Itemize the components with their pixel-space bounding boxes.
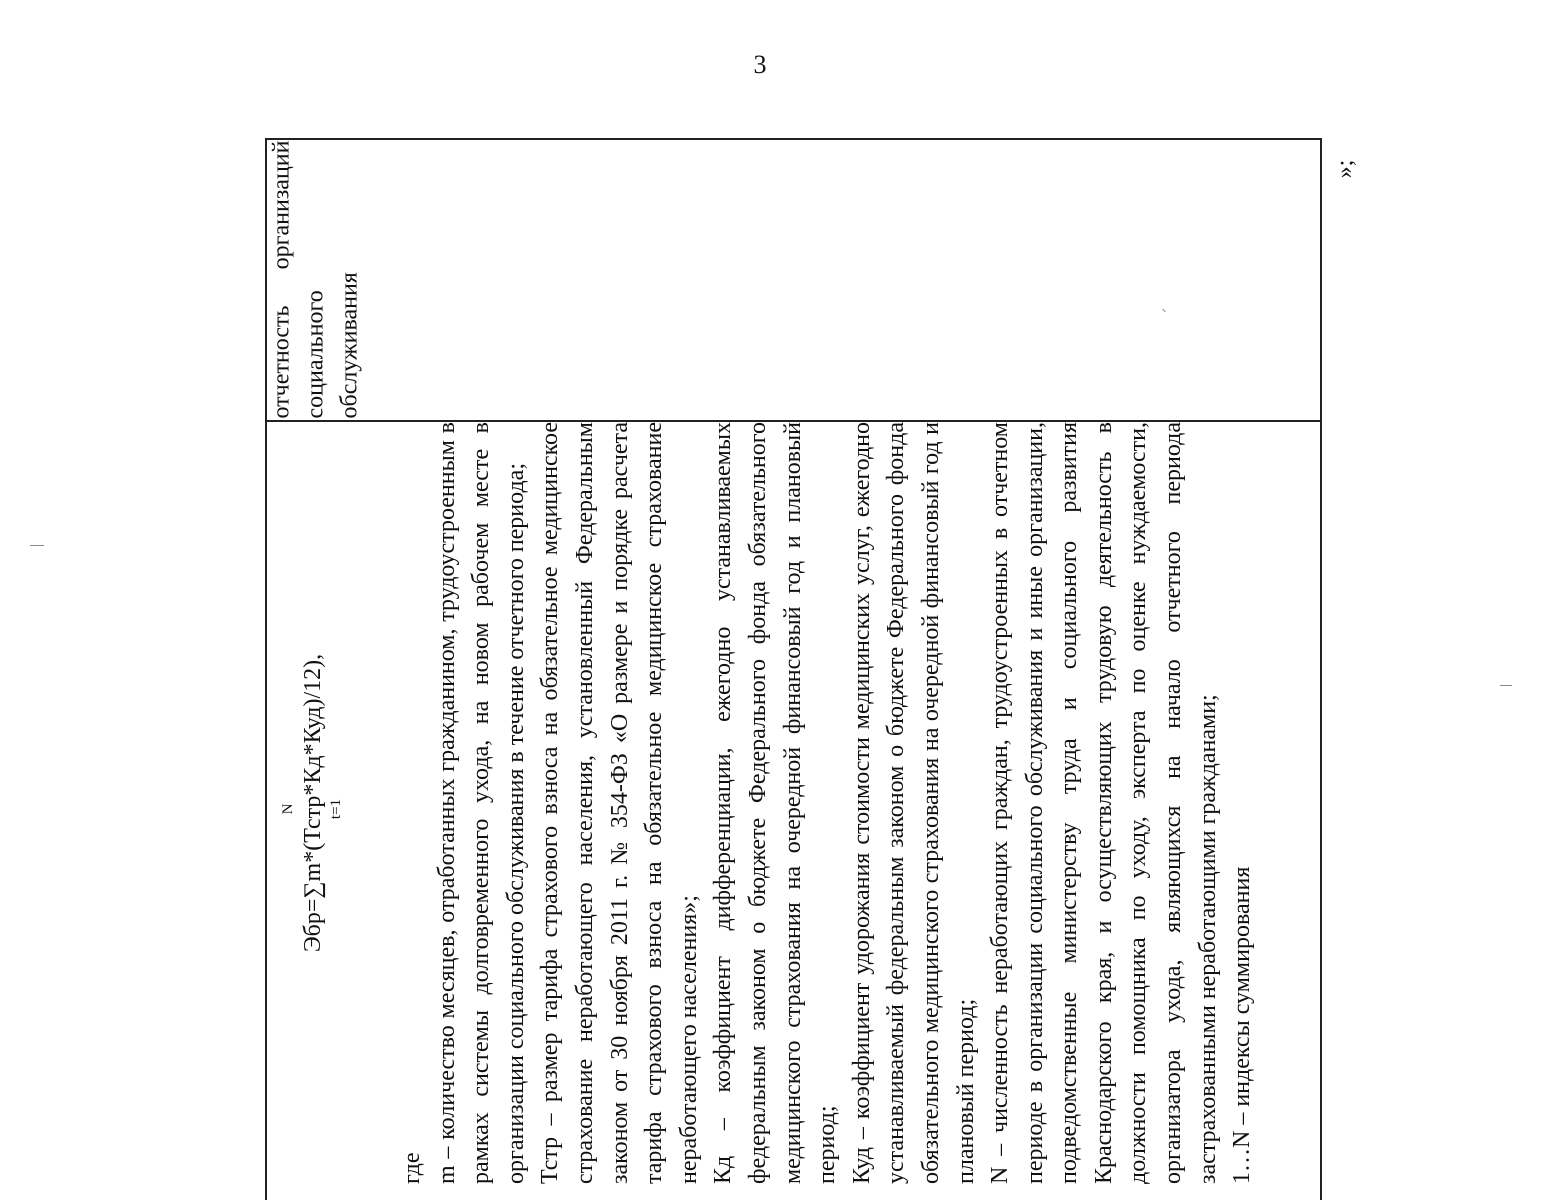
definition-kd: Кд – коэффициент дифференциации, ежегодно устанавливаемых федеральным законом о бюджете Федерального фонда обязательного медицинского страхования на очередной финансовый год и плановый период; [710,422,841,1184]
definition-indices: 1…N – индексы суммирования [1229,866,1256,1184]
definition-kud: Куд – коэффициент удорожания стоимости медицинских услуг, ежегодно устанавливаемый федеральным законом о бюджете Федерального фонда обязательного медицинского страхования на очередной финансовый год и плановый период; [848,422,979,1184]
closing-quote: »; [1332,159,1358,179]
source-text: отчетность организаций социального обслуживания [268,140,362,418]
definition-n: N – численность неработающих граждан, трудоустроенных в отчетном периоде в организации социального обслуживания и иные организации, подведомственные министерству труда и социального развития Краснодарского края, и осуществляющих трудовую деятельность в должности помощника по уходу, эксперта по оценке нуждаемости, организатора ухода, являющихся на начало отчетного периода застрахованными неработающими гражданами; [987,422,1221,1184]
formula-expression: Эбр=∑m*(Тстр*Кд*Куд)/12), [300,653,326,953]
scan-speck [30,545,44,546]
table-cell-source [264,140,387,418]
formula-lower-limit: t=1 [328,798,344,820]
table-cell-formula [268,422,1322,1200]
definition-tstr: Тстр – размер тарифа страхового взноса на обязательное медицинское страхование неработающего населения, установленный Федеральным законом от 30 ноября 2011 г. № 354-ФЗ «О размере и порядке расчета тарифа страхового взноса на обязательное медицинское страхование неработающего населения»; [537,422,702,1184]
formula-upper-limit: N [280,803,296,815]
scan-speck [1500,685,1512,686]
formula [280,422,395,1184]
where-label: где [399,1152,425,1184]
page-number: 3 [753,50,767,79]
definition-m: m – количество месяцев, отработанных гражданином, трудоустроенным в рамках системы долговременного ухода, на новом рабочем месте в организации социального обслуживания в течение отчетного периода; [433,422,529,1184]
